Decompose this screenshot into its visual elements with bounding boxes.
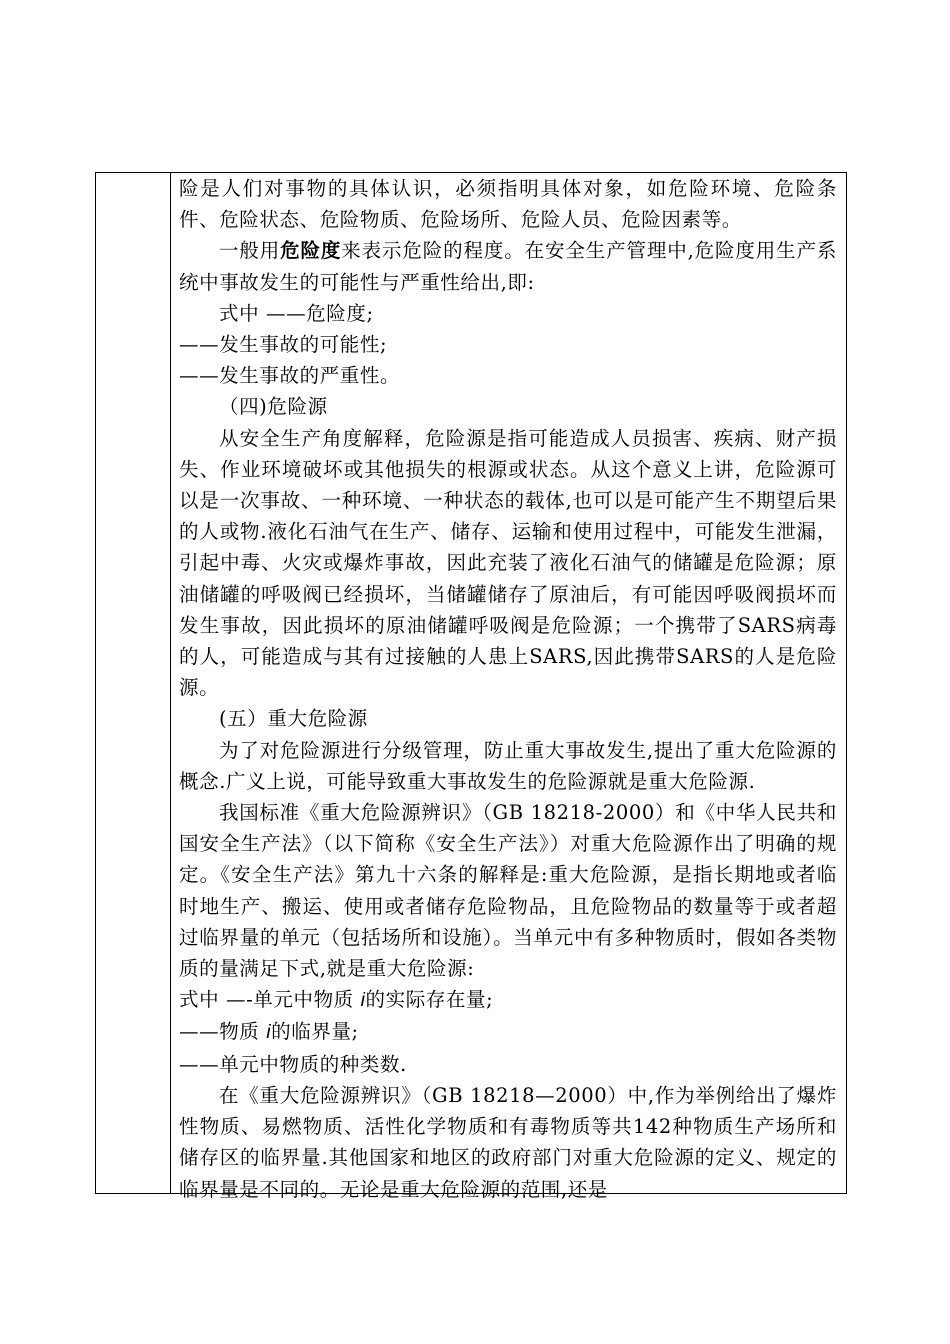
paragraph-hazard-source: 从安全生产角度解释，危险源是指可能造成人员损害、疾病、财产损失、作业环境破坏或其他损失的根源或状态。从这个意义上讲，危险源可以是一次事故、一种环境、一种状态的载体,也可以是可能产生不期望后果的人或物.液化石油气在生产、储存、运输和使用过程中，可能发生泄漏，引起中毒、火灾或爆炸事故，因此充装了液化石油气的储罐是危险源；原油储罐的呼吸阀已经损坏，当储罐储存了原油后，有可能因呼吸阀损坏而发生事故，因此损坏的原油储罐呼吸阀是危险源；一个携带了SARS病毒的人，可能造成与其有过接触的人患上SARS,因此携带SARS的人是危险源。 bbox=[179, 426, 837, 700]
formula-legend-line: ——发生事故的可能性; bbox=[179, 333, 388, 357]
formula-legend-line: 式中 ——危险度; bbox=[218, 301, 374, 325]
paragraph-hazard-degree: 一般用危险度来表示危险的程度。在安全生产管理中,危险度用生产系统中事故发生的可能性与严重性给出,即: bbox=[179, 239, 837, 294]
paragraph-threshold: 在《重大危险源辨识》（GB 18218—2000）中,作为举例给出了爆炸性物质、易燃物质、活性化学物质和有毒物质等共142种物质生产场所和储存区的临界量.其他国家和地区的政府部门对重大危险源的定义、规定的临界量是不同的。无论是重大危险源的范围,还是 bbox=[179, 1083, 837, 1201]
formula-legend-line: ——物质 i的临界量; bbox=[179, 1020, 359, 1044]
table-content-cell bbox=[179, 173, 837, 1205]
paragraph-continued: 险是人们对事物的具体认识，必须指明具体对象，如危险环境、危险条件、危险状态、危险物质、危险场所、危险人员、危险因素等。 bbox=[179, 177, 837, 232]
formula-legend-line: 式中 —-单元中物质 i的实际存在量; bbox=[179, 988, 494, 1012]
variable: i bbox=[266, 1021, 272, 1044]
paragraph-major-hazard: 为了对危险源进行分级管理，防止重大事故发生,提出了重大危险源的概念.广义上说，可能导致重大事故发生的危险源就是重大危险源. bbox=[179, 738, 837, 793]
variable: i bbox=[360, 989, 366, 1012]
bold-term: 危险度 bbox=[280, 239, 342, 263]
section-heading: （四)危险源 bbox=[218, 395, 328, 419]
content-table bbox=[95, 172, 847, 1201]
formula-legend-line: ——单元中物质的种类数. bbox=[179, 1052, 407, 1076]
paragraph-standard: 我国标准《重大危险源辨识》（GB 18218-2000）和《中华人民共和国安全生产法》（以下简称《安全生产法》）对重大危险源作出了明确的规定。《安全生产法》第九十六条的解释是:重大危险源，是指长期地或者临时地生产、搬运、使用或者储存危险物品，且危险物品的数量等于或者超过临界量的单元（包括场所和设施）。当单元中有多种物质时，假如各类物质的量满足下式,就是重大危险源: bbox=[179, 801, 837, 981]
section-heading: (五）重大危险源 bbox=[218, 707, 368, 731]
table-column-divider bbox=[170, 173, 171, 1193]
formula-legend-line: ——发生事故的严重性。 bbox=[179, 364, 401, 388]
